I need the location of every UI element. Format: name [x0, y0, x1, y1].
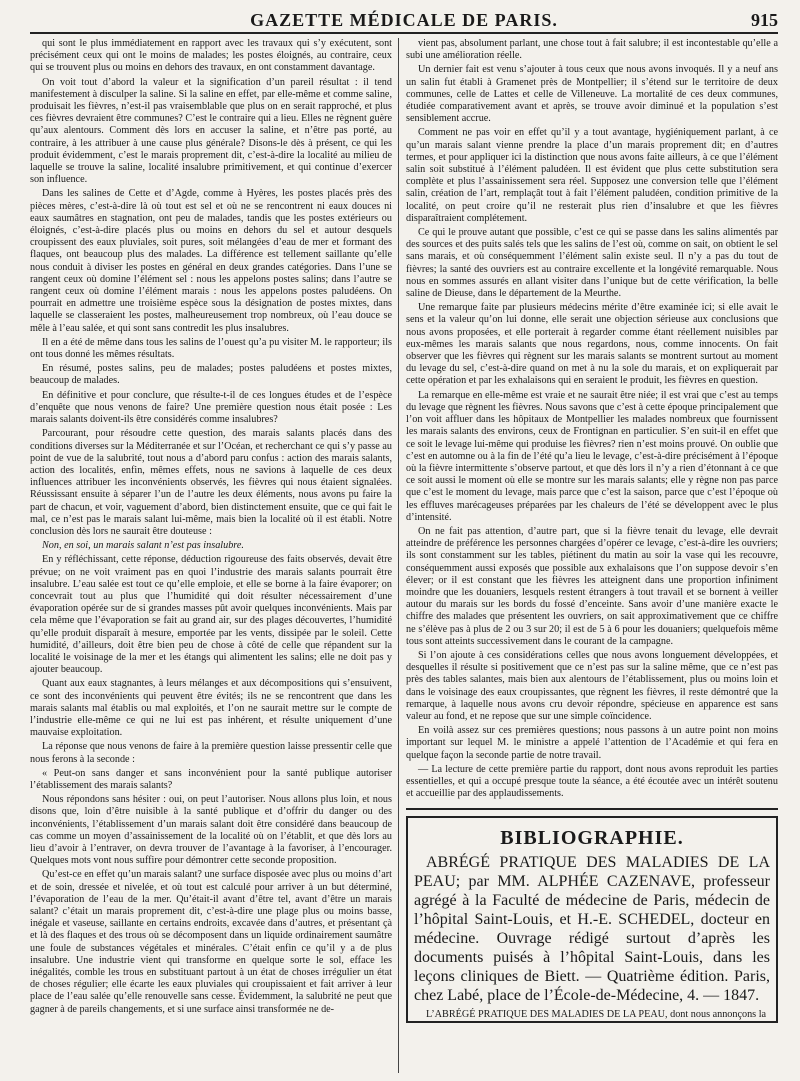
paragraph: — La lecture de cette première partie du rapport, dont nous avons reproduit les parties essentielles, et qui a occupé presque toute la séance, a été écoutée avec un intérêt soutenu et accueillie par des applaudissements.	[406, 763, 778, 800]
column-divider	[398, 38, 399, 1073]
paragraph: « Peut-on sans danger et sans inconvénient pour la santé publique autoriser l’établissement des marais salants?	[30, 767, 392, 791]
bibliography-review-start: L’ABRÉGÉ PRATIQUE DES MALADIES DE LA PEAU, dont nous annonçons la	[426, 1008, 767, 1020]
paragraph: En y réfléchissant, cette réponse, déduction rigoureuse des faits observés, devait être prévue; on ne voit vraiment pas en quoi l’industrie des marais salants pourrait être insalubre. L’eau salée est tout ce qu’elle emploie, et elle se borne à la faire évaporer; on concevrait tout au plus que l’humidité qui doit résulter nécessairement d’une évaporation opérée sur de si grandes masses pût avoir quelques inconvénients. Mais par cela même que l’évaporation se fait au grand air, sur des plages découvertes, l’humidité qu’elle produit disparaît à mesure, emportée par les vents, dissipée par le soleil. Cette humidité, d’ailleurs, doit être bien peu de chose à côté de celle que répandent sur la localité le voisinage de la mer et les étangs qui alimentent les salins; elle ne doit pas y ajouter beaucoup.	[30, 554, 392, 676]
paragraph: En résumé, postes salins, peu de malades; postes paludéens et postes mixtes, beaucoup de malades.	[30, 363, 392, 387]
paragraph: Comment ne pas voir en effet qu’il y a tout avantage, hygiéniquement parlant, à ce qu’un marais salant vienne prendre la place d’un marais proprement dit; en d’autres termes, et pour appliquer ici la distinction que nous avons faite ailleurs, à ce que l’élément salin soit substitué à l’élément paludéen. Il est évident que plus cette substitution sera complète et plus l’assainissement sera réel. Supposez une conversion telle que l’élément salin, création de l’art, remplaçât tout à fait l’élément paludéen, condition primitive de la localité, on peut croire qu’il ne resterait plus rien d’insalubre et que les fièvres disparaîtraient complétement.	[406, 127, 778, 224]
left-column	[30, 38, 392, 1073]
paragraph-italic: Non, en soi, un marais salant n’est pas insalubre.	[42, 540, 244, 552]
paragraph: Parcourant, pour résoudre cette question, des marais salants placés dans des conditions diverses sur la Méditerranée et sur l’Océan, et recherchant ce qui s’y passe au point de vue de la salubrité, tout nous a d’abord paru confus : action des marais salants, action des localités, enfin, mêmes effets, nous ne savions à laquelle de ces deux influences attribuer les inconvénients observés, les fièvres qui nous étaient signalées. Réussissant ensuite à séparer l’un de l’autre les deux éléments, nous avons pu faire la part de chacun, et voir, vaguement d’abord, bien distinctement ensuite, que ce qui fait le mal, ce n’est pas le marais salant lui-même, mais bien la localité où il est établi. Notre conclusion dès lors ne saurait être douteuse :	[30, 428, 392, 537]
paragraph: qui sont le plus immédiatement en rapport avec les travaux qui s’y exécutent, sont précisément ceux qui ont le moins de malades; les postes éloignés, au contraire, ceux qui se trouvent plus ou moins en dehors des travaux, en ont constamment davantage.	[30, 38, 392, 74]
bibliography-entry: ABRÉGÉ PRATIQUE DES MALADIES DE LA PEAU; par MM. ALPHÉE CAZENAVE, professeur agrégé à la Faculté de médecine de Paris, médecin de l’hôpital Saint-Louis, et H.-E. SCHEDEL, docteur en médecine. Ouvrage rédigé surtout d’après les documents puisés à l’hôpital Saint-Louis, dans les leçons cliniques de Biett. — Quatrième édition. Paris, chez Labé, place de l’École-de-Médecine, 4. — 1847.	[414, 853, 770, 1004]
paragraph: Un dernier fait est venu s’ajouter à tous ceux que nous avons invoqués. Il y a neuf ans un salin fut établi à Gramenet près de Montpellier; il s’étend sur le territoire de deux communes, celle de Lattes et celle de Villeneuve. La mortalité de ces deux communes, étudiée comparativement avant et après, se trouve avoir diminué et la population s’est sensiblement accrue.	[406, 64, 778, 125]
paragraph: La réponse que nous venons de faire à la première question laisse pressentir celle que nous ferons à la seconde :	[30, 741, 392, 765]
paragraph: Une remarque faite par plusieurs médecins mérite d’être examinée ici; si elle avait le sens et la valeur qu’on lui donne, elle serait une objection sérieuse aux conclusions que nous avons proposées, et elle porterait à regarder comme étant réellement nuisibles par eux-mêmes les marais salants que nous regardons, nous, comme innocents. On fait observer que les fièvres qui règnent sur les marais salants se montrent surtout au moment du levage du sel, c’est-à-dire quand on met à nu la sole du marais, et on expliquerait par cette opération et par les exhalaisons qui en seraient le produit, les fièvres en question.	[406, 302, 778, 387]
paragraph: En définitive et pour conclure, que résulte-t-il de ces longues études et de l’espèce d’enquête que nous venons de faire? Une première question nous était posée : Les marais salants doivent-ils être considérés comme insalubres?	[30, 389, 392, 426]
paragraph: Ce qui le prouve autant que possible, c’est ce qui se passe dans les salins alimentés par des sources et des puits salés tels que les salins de l’est où, comme on sait, on obtient le sel sans marais, et où conséquemment l’élément salin existe seul. Il n’y a pas du tout de fièvres; la santé des ouvriers est au contraire excellente et la longévité remarquable. Nous nous en sommes assurés en allant visiter dans l’unique but de cette vérification, la belle saline de Dieuse, dans le département de la Meurthe.	[406, 227, 778, 300]
paragraph: On voit tout d’abord la valeur et la signification d’un pareil résultat : il tend manifestement à disculper la saline. Si la saline en effet, par elle-même et comme saline, produisait les fièvres, n’est-il pas vraisemblable que plus on en serait rapproché, et plus ces fièvres devraient être communes? C’est le contraire qui a lieu. Elles ne règnent guère qu’aux alentours. Comment dès lors en accuser la saline, et n’être pas porté, au contraire, à les attribuer à une cause plus générale? Disons-le dès à présent, ce qui les produit évidemment, c’est le marais proprement dit, c’est-à-dire la localité au milieu de laquelle se trouve la saline, localité insalubre primitivement, et qui continue d’exercer son influence.	[30, 76, 392, 186]
paragraph: Quant aux eaux stagnantes, à leurs mélanges et aux décompositions qui s’ensuivent, ce sont des inconvénients qui peuvent être évités; ils ne se rencontrent que dans les marais salants mal établis ou mal exploités, et l’on ne saurait mettre sur le compte de l’industrie elle-même ce qui ne lui est pas inhérent, et résulte uniquement d’une mauvaise exploitation.	[30, 678, 392, 739]
right-column	[406, 38, 778, 1073]
paragraph: Qu’est-ce en effet qu’un marais salant? une surface disposée avec plus ou moins d’art et de soin, dressée et nivelée, et où tout est calculé pour arriver à un but déterminé, l’évaporation de l’eau de la mer. Qu’était-il avant d’être tel, avant d’être un marais salant? c’était un marais proprement dit, c’est-à-dire une plage plus ou moins basse, inégale et vaseuse, saillante en certains endroits, excavée dans d’autres, et présentant çà et là des flaques et des trous où se décomposent dans un liquide ordinairement saumâtre une foule de substances végétales et minérales. C’était enfin ce qu’il y a de plus insalubre. Une industrie vient qui transforme en quelque sorte le sol, efface les inégalités, comble les trous en substituant partout à un état de choses irrégulier un état de choses régulier; elle écarte les eaux pluviales qui croupissaient et fait arriver à leur place de l’eau salée qu’elle renouvelle sans cesse. Évidemment, la salubrité ne peut que gagner à de pareils changements, et si une surface ainsi transformée ne de-	[30, 869, 392, 1015]
journal-title: GAZETTE MÉDICALE DE PARIS.	[250, 10, 558, 30]
paragraph: La remarque en elle-même est vraie et ne saurait être niée; il est vrai que c’est au temps du levage que règnent les fièvres. Nous savons que c’est à cette époque principalement que l’on voit affluer dans les hôpitaux de Montpellier les malades nombreux que fournissent les marais salants des environs, ceux de Frontignan en particulier. S’en suit-il en effet que ce soit le levage lui-même qui produise les fièvres? rien n’est moins prouvé. On oublie que c’est en automne ou à la fin de l’été qu’a lieu le levage, c’est-à-dire précisément à l’époque où la fièvre intermittente s’observe partout, et que dès lors il n’y a rien d’étonnant à ce que ce soit aussi le moment où elle se montre sur les marais salants; elle y règne non pas parce que c’est le moment du levage, mais parce que c’est la saison, parce que c’est l’époque où les effluves marécageuses préparées par les chaleurs de l’été se développent avec le plus d’intensité.	[406, 389, 778, 523]
paragraph: Si l’on ajoute à ces considérations celles que nous avons longuement développées, et desquelles il résulte si positivement que ce n’est pas sur la saline même, que ce n’est pas près des tables salantes, mais bien aux alentours de l’établissement, plus ou moins loin et dans le voisinage des eaux croupissantes, que règnent les fièvres, il reste démontré que la remarque, à laquelle nous avons cru devoir répondre, spécieuse en apparence est sans valeur au fond, et ne repose que sur une simple coïncidence.	[406, 649, 778, 722]
page-number: 915	[751, 10, 778, 30]
paragraph: Il en a été de même dans tous les salins de l’ouest qu’a pu visiter M. le rapporteur; ils ont tous donné les mêmes résultats.	[30, 336, 392, 361]
paragraph: vient pas, absolument parlant, une chose tout à fait salubre; il est incontestable qu’elle a subi une amélioration réelle.	[406, 38, 778, 62]
bibliography-section	[406, 816, 778, 1022]
paragraph: En voilà assez sur ces premières questions; nous passons à un autre point non moins important sur lequel M. le ministre a appelé l’attention de l’Académie et qui fera en quelque façon la seconde partie de notre travail.	[406, 725, 778, 761]
paragraph: Dans les salines de Cette et d’Agde, comme à Hyères, les postes placés près des pièces mères, c’est-à-dire là où tout est sel et où ne se rencontrent ni eaux douces ni eaux saumâtres en stagnation, ont peu de malades, tandis que les postes extérieurs ou éloignés, c’est-à-dire placés plus ou moins en dehors du sel et autour desquels croupissent des eaux pluviales, soit pures, soit mélangées d’eau de mer et formant des flaques, ont beaucoup plus des malades. La différence est tellement saillante qu’elle nous conduit à diviser les postes en général en deux grandes catégories. Dans l’une se rangent ceux où domine l’élément sel : nous les appelons postes salins; dans l’autre se rangent ceux où domine l’élément marais : nous les appelons postes paludéens. On pourrait en admettre une troisième espèce sous la désignation de postes mixtes, dans laquelle se classeraient les postes, malheureusement trop nombreux, où l’eau douce se mêle à l’eau salée, et qui sont sans contredit les plus insalubres.	[30, 188, 392, 334]
page-header	[30, 10, 778, 34]
paragraph: On ne fait pas attention, d’autre part, que si la fièvre tenait du levage, elle devrait atteindre de préférence les personnes chargées d’opérer ce levage, c’est-à-dire les ouvriers; ils sont constamment sur les tables, piétinent du matin au soir la vase qui les recouvre, conséquemment aussi exposés que possible aux exhalaisons que l’on suppose devoir s’en élever; or il est constant que les fièvres les atteignent dans une proportion infiniment moindre que les douaniers, lesquels restent étrangers à tout travail et se bornent à veiller autour du marais sur les bords du fossé d’enceinte. Sans avoir d’une manière exacte le chiffre des malades que présentent les ouvriers, on sait approximativement que ce chiffre ne s’élève pas à plus de 2 ou 3 sur 20; il est de 5 à 6 pour les douaniers; quelquefois même tous sont atteints successivement dans le courant de la campagne.	[406, 525, 778, 647]
bibliography-title: BIBLIOGRAPHIE.	[500, 827, 684, 850]
paragraph: Nous répondons sans hésiter : oui, on peut l’autoriser. Nous allons plus loin, et nous disons que, loin d’être nuisible à la santé publique et d’offrir du danger ou des inconvénients, l’établissement d’un marais salant doit être considéré dans beaucoup de cas comme un moyen d’assainissement de la localité où on l’établit, et que dès lors au lieu d’avoir à l’entraver, on devra trouver de l’avantage à la favoriser, à l’encourager. Quelques mots vont nous suffire pour démontrer cette seconde proposition.	[30, 794, 392, 867]
section-separator	[406, 808, 778, 810]
